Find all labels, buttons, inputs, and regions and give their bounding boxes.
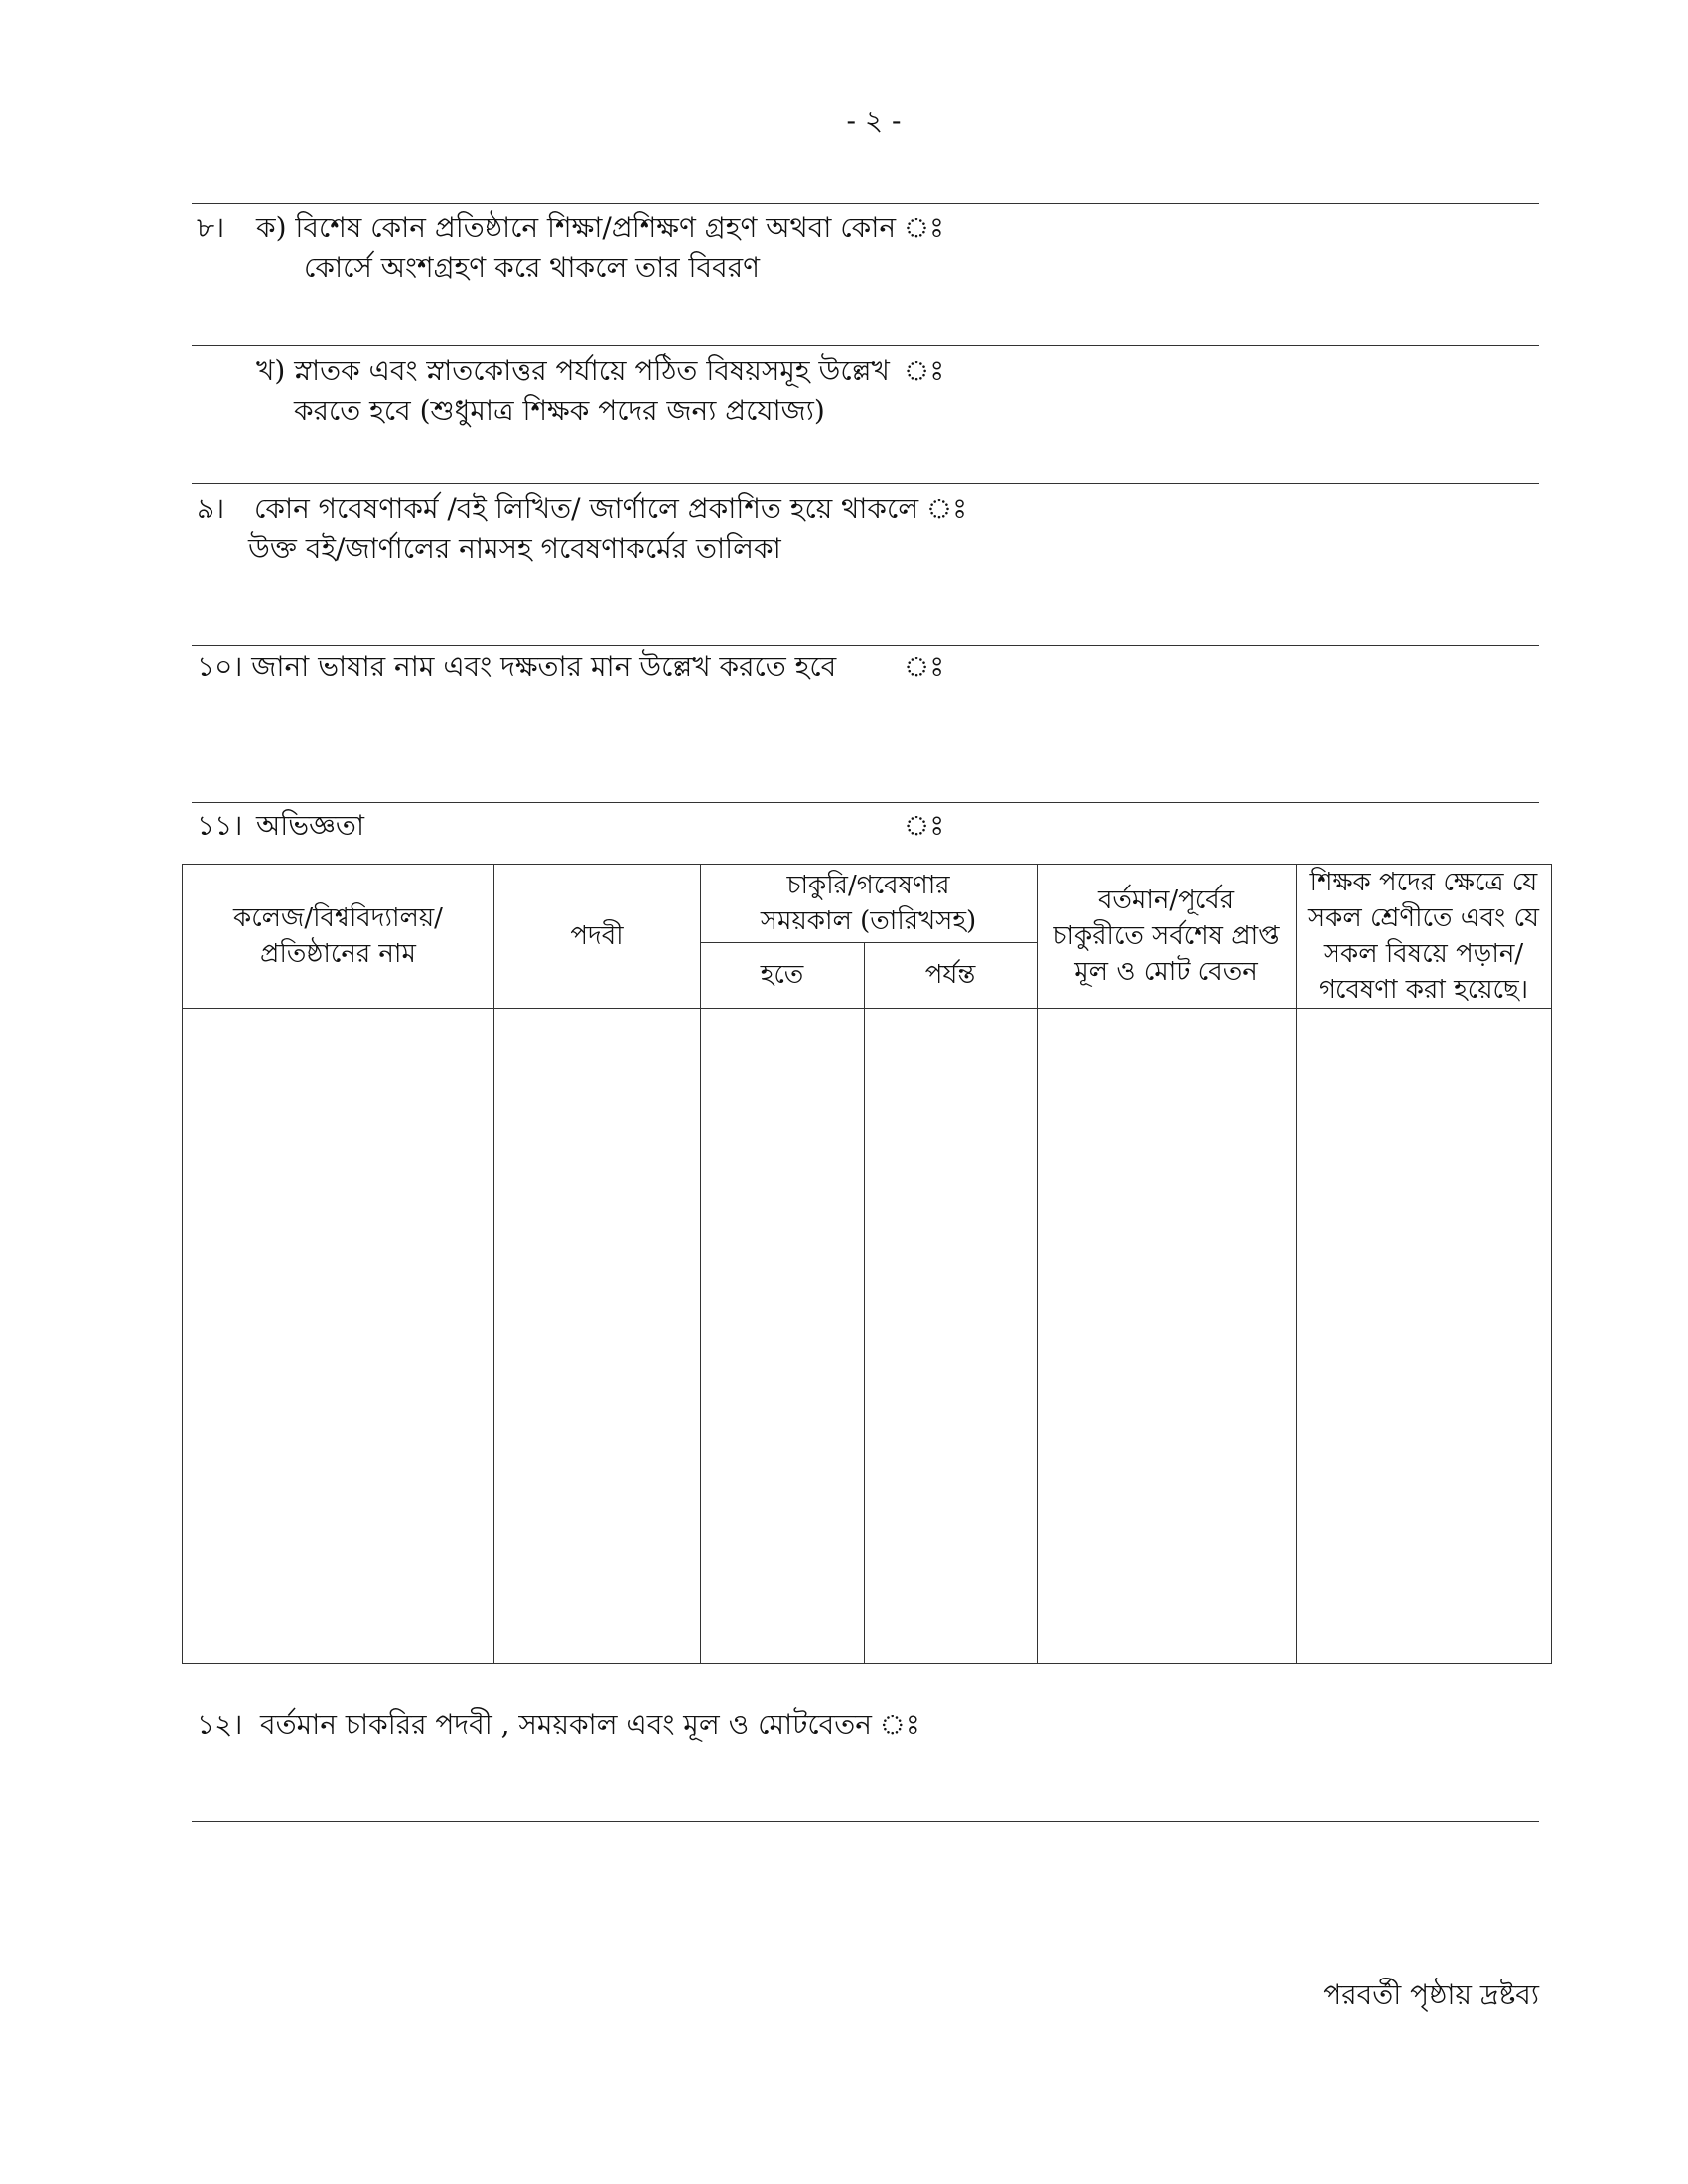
header-designation: পদবী [570,921,624,951]
answer-line-8b [192,483,1539,484]
answer-line-12 [192,1821,1539,1822]
answer-line-10 [192,802,1539,803]
header-period: চাকুরি/গবেষণার সময়কাল (তারিখসহ) [760,871,977,936]
table-header-bottom-line [183,1008,1551,1009]
section-11-text: অভিজ্ঞতা [256,809,365,842]
section-10-text: ১০। জানা ভাষার নাম এবং দক্ষতার মান উল্লেখ করতে হবে [197,650,837,683]
page-number: - ২ - [846,104,902,137]
section-12-text: বর্তমান চাকরির পদবী , সময়কাল এবং মূল ও মোটবেতন ঃ [260,1708,920,1741]
section-8a-line2: কোর্সে অংশগ্রহণ করে থাকলে তার বিবরণ [304,251,761,284]
divider [192,203,1539,204]
answer-line-9 [192,645,1539,646]
header-institution: কলেজ/বিশ্ববিদ্যালয়/ প্রতিষ্ঠানের নাম [233,903,443,969]
section-11-colon: ঃ [904,809,945,842]
answer-line-8a [192,345,1539,346]
section-8b-line2: করতে হবে (শুধুমাত্র শিক্ষক পদের জন্য প্রযোজ্য) [294,394,825,427]
header-to: পর্যন্ত [924,960,976,990]
section-8-number: ৮। [197,211,225,244]
section-8b-colon: ঃ [904,354,945,387]
header-from: হতে [760,960,804,990]
section-9-number: ৯। [197,492,225,525]
section-12-number: ১২। [197,1708,243,1741]
section-8a-line1: ক) বিশেষ কোন প্রতিষ্ঠানে শিক্ষা/প্রশিক্ষণ গ্রহণ অথবা কোন ঃ [256,211,944,244]
table-col-divider [864,942,865,1663]
header-teaching: শিক্ষক পদের ক্ষেত্রে যে সকল শ্রেণীতে এবং যে সকল বিষয়ে পড়ান/ গবেষণা করা হয়েছে। [1307,868,1540,1005]
section-8b-line1: খ) স্নাতক এবং স্নাতকোত্তর পর্যায়ে পঠিত বিষয়সমূহ উল্লেখ [256,354,890,387]
section-9-line1: কোন গবেষণাকর্ম /বই লিখিত/ জার্ণালে প্রকাশিত হয়ে থাকলে ঃ [254,492,968,525]
experience-table [182,864,1552,1664]
section-9-line2: উক্ত বই/জার্ণালের নামসহ গবেষণাকর্মের তালিকা [248,532,781,565]
header-salary: বর্তমান/পূর্বের চাকুরীতে সর্বশেষ প্রাপ্ত মূল ও মোট বেতন [1053,886,1280,987]
section-10-colon: ঃ [904,650,945,683]
continued-on-next-page: পরবর্তী পৃষ্ঠায় দ্রষ্টব্য [1323,1979,1539,2011]
section-11-number: ১১। [197,809,243,842]
